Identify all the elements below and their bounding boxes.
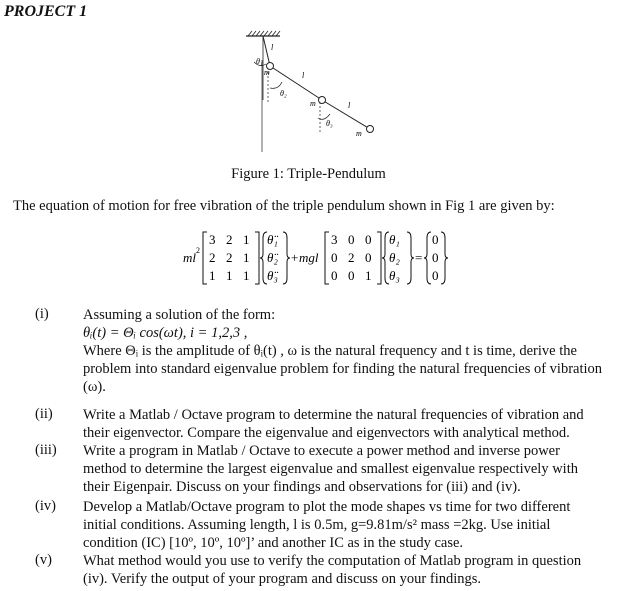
stiff-matrix-cell: 1: [365, 268, 372, 283]
mass-matrix-cell: 3: [209, 232, 216, 247]
item-line: Write a program in Matlab / Octave to execute a power method and inverse power: [83, 443, 560, 459]
stiff-matrix-cell: 2: [348, 250, 355, 265]
rhs-coefficient: mgl: [299, 250, 319, 265]
item-v-text: [83, 552, 610, 588]
mass2-label: m: [310, 99, 316, 108]
stiff-matrix-cell: 0: [348, 268, 355, 283]
item-line: problem into standard eigenvalue problem for finding the natural frequencies of vibration: [83, 361, 603, 377]
page-title: PROJECT 1: [4, 3, 88, 20]
mass3-label: m: [356, 129, 362, 138]
mass-matrix-cell: 2: [226, 232, 233, 247]
item-ii-text: [83, 406, 610, 442]
equals-sign: =: [415, 250, 423, 265]
item-iv-text: [83, 498, 610, 552]
theta-vector-entry: θ₂: [389, 250, 400, 265]
mass-3-circle: [367, 126, 374, 133]
item-line: θᵢ(t) = Θᵢ cos(ωt), i = 1,2,3 ,: [83, 325, 248, 341]
stiff-matrix-left-bracket: [325, 232, 329, 284]
mass-matrix-cell: 1: [209, 268, 216, 283]
rod-1: [263, 36, 270, 66]
item-line: their Eigenpair. Discuss on your findings and observations for (iii) and (iv).: [83, 479, 521, 495]
accel-vector-left-brace: [260, 232, 267, 284]
lhs-coefficient: ml: [183, 250, 196, 265]
item-line: Develop a Matlab/Octave program to plot the mode shapes vs time for two different: [83, 499, 571, 515]
item-number: (ii): [35, 406, 53, 422]
item-line: Assuming a solution of the form:: [83, 307, 276, 323]
theta-vector-entry: θ₁: [389, 232, 400, 247]
item-line: Where Θᵢ is the amplitude of θᵢ(t) , ω is the natural frequency and t is time, derive the: [83, 343, 577, 359]
item-line: (iv). Verify the output of your program and discuss on your findings.: [83, 571, 482, 587]
item-line: initial conditions. Assuming length, l is 0.5m, g=9.81m/s² mass =2kg. Use initial: [83, 517, 551, 533]
lhs-exponent: 2: [196, 246, 200, 255]
mass-matrix-cell: 1: [243, 250, 250, 265]
item-number: (v): [35, 552, 52, 568]
stiff-matrix-cell: 0: [365, 232, 372, 247]
theta2-label: θ₂: [280, 89, 287, 98]
mass-matrix-left-bracket: [203, 232, 207, 284]
item-iii-text: [83, 442, 610, 496]
triple-pendulum-figure: [230, 22, 390, 157]
equation-of-motion: [183, 226, 453, 288]
theta-vector-entry: θ₃: [389, 268, 400, 283]
item-line: their eigenvector. Compare the eigenvalue and eigenvectors with analytical method.: [83, 425, 570, 441]
item-line: condition (IC) [10º, 10º, 10º]’ and another IC as in the study case.: [83, 535, 464, 551]
item-number: (i): [35, 306, 49, 322]
zero-vector-entry: 0: [432, 250, 439, 265]
angle-arc-2: [270, 82, 282, 88]
item-i-text: [83, 306, 610, 396]
mass-matrix-cell: 2: [226, 250, 233, 265]
stiff-matrix-cell: 0: [331, 250, 338, 265]
accel-vector-entry: θ̈₁: [267, 232, 278, 247]
mass-matrix-cell: 2: [209, 250, 216, 265]
mass-matrix-cell: 1: [243, 268, 250, 283]
plus-sign: +: [291, 250, 299, 265]
item-number: (iii): [35, 442, 57, 458]
ceiling-hatch: [248, 31, 280, 36]
length3-label: l: [348, 101, 351, 110]
stiff-matrix-cell: 0: [365, 250, 372, 265]
stiff-matrix-cell: 0: [348, 232, 355, 247]
mass1-label: m: [264, 68, 270, 77]
zero-vector-entry: 0: [432, 268, 439, 283]
theta1-label: θ₁: [256, 57, 263, 66]
item-line: method to determine the largest eigenvalue and smallest eigenvalue respectively with: [83, 461, 578, 477]
accel-vector-right-brace: [283, 232, 290, 284]
theta3-label: θ₃: [326, 119, 333, 128]
item-line: Write a Matlab / Octave program to determine the natural frequencies of vibration and: [83, 407, 584, 423]
theta-vector-right-brace: [407, 232, 414, 284]
stiff-matrix-cell: 3: [331, 232, 338, 247]
figure-caption: Figure 1: Triple-Pendulum: [231, 166, 386, 182]
intro-paragraph: The equation of motion for free vibration of the triple pendulum shown in Fig 1 are given by:: [13, 198, 555, 214]
mass-matrix-right-bracket: [255, 232, 259, 284]
mass-2-circle: [319, 97, 326, 104]
zero-vector-left-brace: [424, 232, 431, 284]
length1-label: l: [271, 43, 274, 52]
stiff-matrix-right-bracket: [377, 232, 381, 284]
zero-vector-right-brace: [441, 232, 448, 284]
rod-2: [270, 66, 322, 100]
item-line: What method would you use to verify the computation of Matlab program in question: [83, 553, 582, 569]
mass-matrix-cell: 1: [243, 232, 250, 247]
accel-vector-entry: θ̈₂: [267, 250, 278, 265]
stiff-matrix-cell: 0: [331, 268, 338, 283]
item-line: (ω).: [83, 379, 106, 395]
accel-vector-entry: θ̈₃: [267, 268, 278, 283]
zero-vector-entry: 0: [432, 232, 439, 247]
mass-matrix-cell: 1: [226, 268, 233, 283]
theta-vector-left-brace: [382, 232, 389, 284]
length2-label: l: [302, 71, 305, 80]
item-number: (iv): [35, 498, 56, 514]
